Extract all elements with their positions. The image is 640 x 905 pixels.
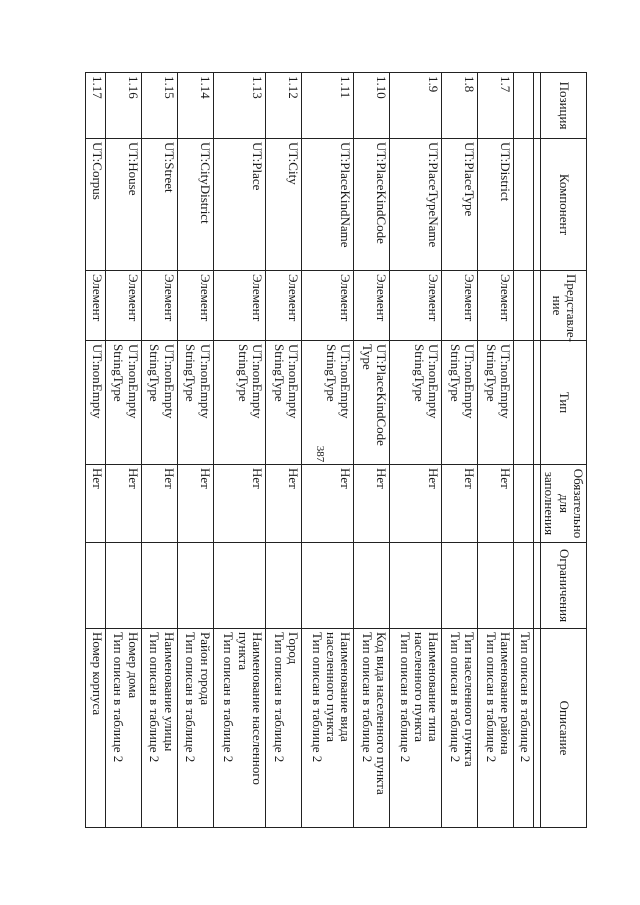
cell-component: UT:House [105,139,141,271]
table-body [86,73,541,828]
cell-restrictions [141,543,177,629]
cell-description: Номер корпуса [86,629,106,828]
cell-description: Наименование населенного пункта Тип описан в таблице 2 [213,629,265,828]
header-component: Компонент [541,139,587,271]
spacer-cell [534,465,541,543]
cell-description: Номер дома Тип описан в таблице 2 [105,629,141,828]
spacer-cell [534,73,541,139]
cell-description: Тип населенного пункта Тип описан в таблице 2 [442,629,478,828]
spacer-cell [534,271,541,341]
cell-required: Нет [442,465,478,543]
cell-restrictions [105,543,141,629]
spacer-cell [534,139,541,271]
cell-component: UT:Street [141,139,177,271]
cell-representation: Элемент [141,271,177,341]
spacer-cell [534,629,541,828]
header-type: Тип [541,341,587,465]
cell-component [514,139,534,271]
cell-description: Наименование района Тип описан в таблице 2 [478,629,514,828]
cell-representation: Элемент [177,271,213,341]
cell-type: UT:nonEmpty StringType [301,341,353,465]
cell-description: Наименование вида населенного пункта Тип описан в таблице 2 [301,629,353,828]
cell-position: 1.9 [390,73,442,139]
cell-type: UT:nonEmpty StringType [213,341,265,465]
cell-position: 1.16 [105,73,141,139]
cell-representation: Элемент [478,271,514,341]
table-row [514,73,534,828]
spacer-cell [534,341,541,465]
header-representation: Представле- ние [541,271,587,341]
cell-description: Наименование улицы Тип описан в таблице 2 [141,629,177,828]
cell-component: UT:PlaceTypeName [390,139,442,271]
cell-representation: Элемент [213,271,265,341]
cell-required: Нет [478,465,514,543]
cell-position: 1.7 [478,73,514,139]
table-header-row [541,73,587,828]
header-description: Описание [541,629,587,828]
cell-component: UT:PlaceKindCode [354,139,390,271]
cell-restrictions [86,543,106,629]
cell-type: UT:nonEmpty [86,341,106,465]
cell-description: Тип описан в таблице 2 [514,629,534,828]
header-required: Обязательно для заполнения [541,465,587,543]
table-row [390,73,442,828]
cell-restrictions [442,543,478,629]
cell-required: Нет [177,465,213,543]
cell-representation: Элемент [105,271,141,341]
cell-description: Наименование типа населенного пункта Тип описан в таблице 2 [390,629,442,828]
header-restrictions: Ограничения [541,543,587,629]
cell-position: 1.14 [177,73,213,139]
cell-restrictions [301,543,353,629]
cell-required [514,465,534,543]
cell-representation: Элемент [265,271,301,341]
cell-required: Нет [265,465,301,543]
cell-required: Нет [105,465,141,543]
cell-position: 1.10 [354,73,390,139]
table-row [265,73,301,828]
cell-position: 1.17 [86,73,106,139]
cell-type: UT:nonEmpty StringType [265,341,301,465]
cell-description: Код вида населенного пункта Тип описан в таблице 2 [354,629,390,828]
cell-representation: Элемент [301,271,353,341]
cell-position: 1.11 [301,73,353,139]
cell-type: UT:nonEmpty StringType [478,341,514,465]
cell-description: Район города Тип описан в таблице 2 [177,629,213,828]
cell-required: Нет [354,465,390,543]
cell-component: UT:Place [213,139,265,271]
cell-component: UT:Corpus [86,139,106,271]
cell-representation [514,271,534,341]
cell-representation: Элемент [390,271,442,341]
cell-position: 1.12 [265,73,301,139]
cell-restrictions [265,543,301,629]
cell-description: Город Тип описан в таблице 2 [265,629,301,828]
cell-position: 1.8 [442,73,478,139]
cell-component: UT:PlaceKindName [301,139,353,271]
cell-restrictions [390,543,442,629]
cell-position: 1.13 [213,73,265,139]
table-row [442,73,478,828]
table-row [301,73,353,828]
cell-position [514,73,534,139]
table-row [105,73,141,828]
cell-type: UT:nonEmpty StringType [177,341,213,465]
cell-type: UT:nonEmpty StringType [442,341,478,465]
cell-type [514,341,534,465]
cell-restrictions [514,543,534,629]
cell-component: UT:PlaceType [442,139,478,271]
cell-type: UT:nonEmpty StringType [390,341,442,465]
cell-type: UT:PlaceKindCode Type [354,341,390,465]
cell-restrictions [177,543,213,629]
cell-component: UT:City [265,139,301,271]
cell-component: UT:CityDistrict [177,139,213,271]
cell-position: 1.15 [141,73,177,139]
table-row [354,73,390,828]
cell-restrictions [213,543,265,629]
header-position: Позиция [541,73,587,139]
cell-representation: Элемент [86,271,106,341]
cell-representation: Элемент [442,271,478,341]
table-row [141,73,177,828]
table-row [86,73,106,828]
spacer-row [534,73,541,828]
spacer-cell [534,543,541,629]
cell-type: UT:nonEmpty StringType [105,341,141,465]
cell-component: UT:District [478,139,514,271]
cell-required: Нет [301,465,353,543]
cell-required: Нет [141,465,177,543]
spec-table [85,72,587,828]
table-row [478,73,514,828]
table-row [177,73,213,828]
cell-required: Нет [86,465,106,543]
cell-type: UT:nonEmpty StringType [141,341,177,465]
page-number: 387 [314,445,326,463]
table-row [213,73,265,828]
cell-restrictions [478,543,514,629]
cell-representation: Элемент [354,271,390,341]
cell-restrictions [354,543,390,629]
cell-required: Нет [213,465,265,543]
spec-table-rotated [85,72,587,827]
cell-required: Нет [390,465,442,543]
